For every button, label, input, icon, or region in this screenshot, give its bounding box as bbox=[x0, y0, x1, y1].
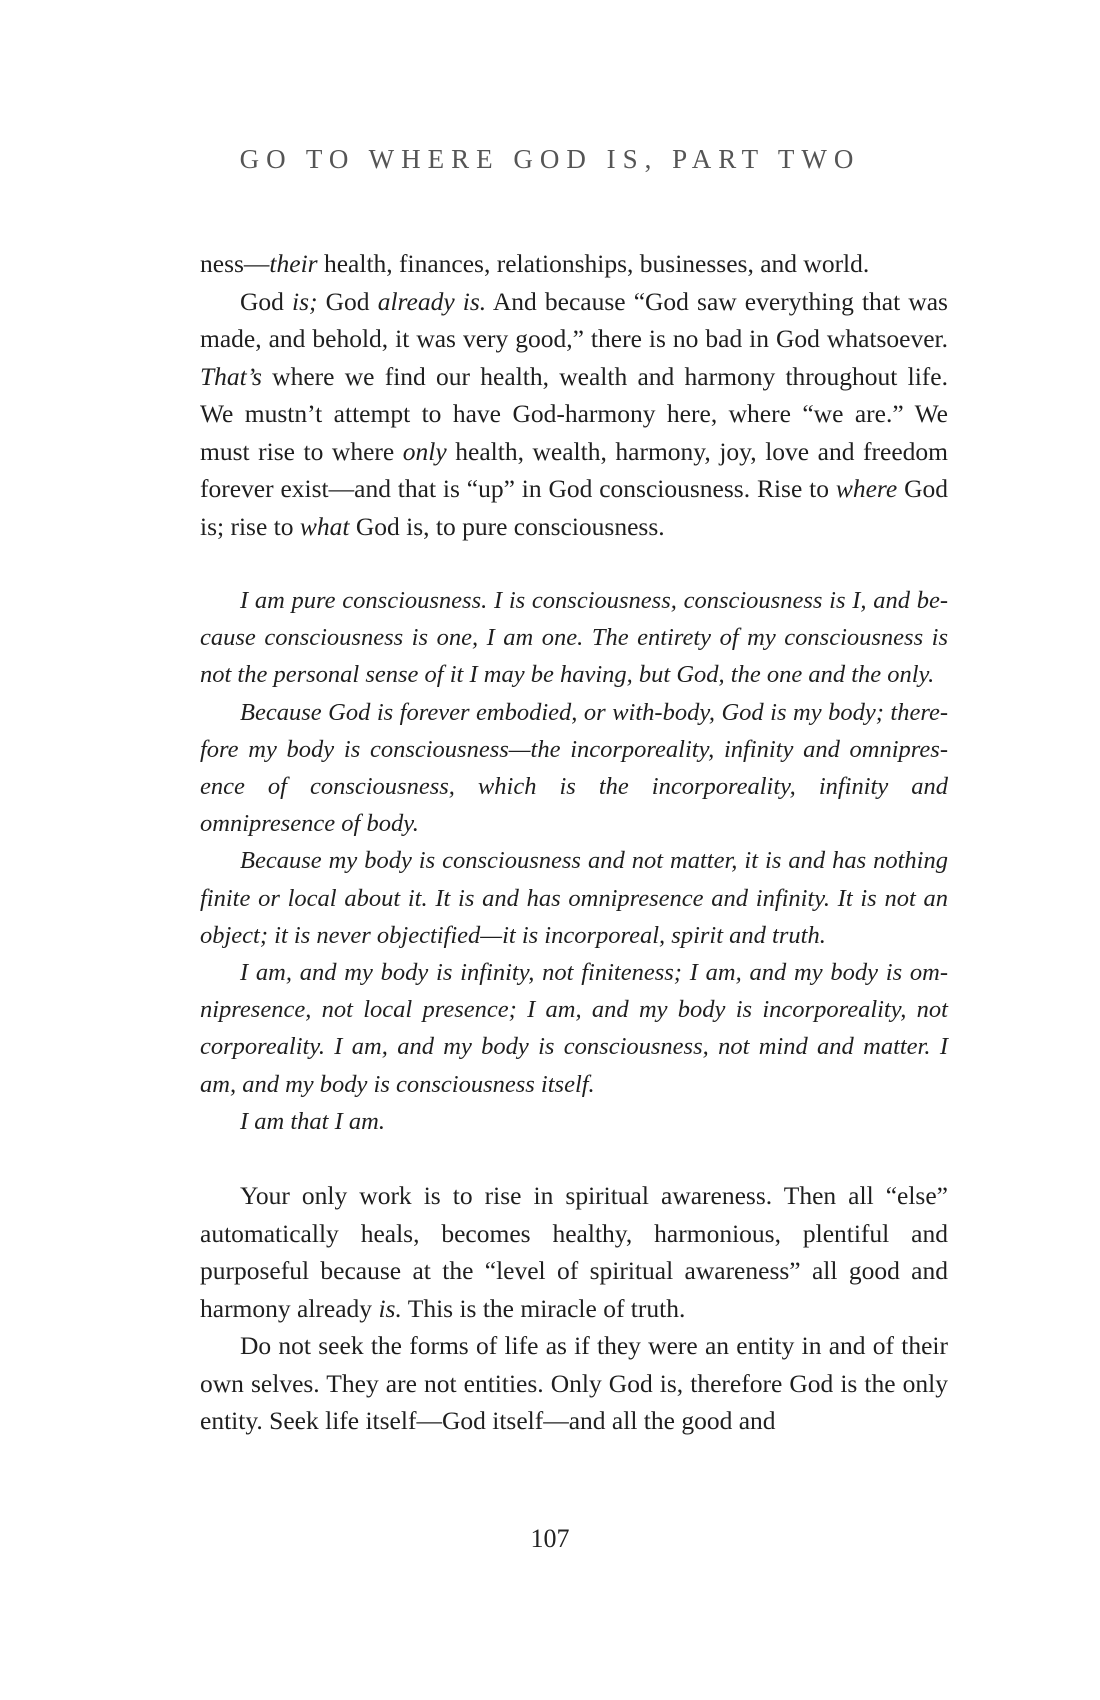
paragraph-1: ness—their health, finances, relationships, businesses, and world. bbox=[200, 249, 870, 278]
page-number: 107 bbox=[530, 1524, 570, 1553]
meditation-paragraph-2: Because God is forever embodied, or with-body, God is my body; therefore my body is consciousness—the incorporeality, infinity and omnipresence of consciousness, which is the incorporeality, infinity and omnipresence of body. bbox=[200, 698, 948, 838]
meditation-paragraph-1: I am pure consciousness. I is consciousness, consciousness is I, and because consciousness is one, I am one. The entirety of my consciousness is not the personal sense of it I may be having, but God, the one and the only. bbox=[200, 587, 948, 689]
body-text bbox=[200, 245, 948, 1440]
paragraph-4: Do not seek the forms of life as if they were an entity in and of their own selves. They are not entities. Only God is, therefore God is the only entity. Seek life itself—God itself—and all the good and bbox=[200, 1331, 948, 1436]
paragraph-3: Your only work is to rise in spiritual awareness. Then all “else” automatically heals, becomes healthy, harmonious, plentiful and purposeful because at the “level of spiritual awareness” all good and harmony already is. This is the miracle of truth. bbox=[200, 1181, 948, 1323]
meditation-paragraph-3: Because my body is consciousness and not matter, it is and has nothing finite or local about it. It is and has omnipresence and infinity. It is not an object; it is never objectified—it is incorporeal, spirit and truth. bbox=[200, 847, 948, 949]
meditation-paragraph-4: I am, and my body is infinity, not finiteness; I am, and my body is omnipresence, not local presence; I am, and my body is incorporeality, not corporeality. I am, and my body is consciousness, not mind and matter. I am, and my body is consciousness itself. bbox=[200, 959, 948, 1098]
paragraph-2: God is; God already is. And because “God saw everything that was made, and behold, it was very good,” there is no bad in God whatsoever. That’s where we find our health, wealth and harmony throughout life. We mustn’t attempt to have God-harmony here, where “we are.” We must rise to where only health, wealth, harmony, joy, love and freedom forever exist—and that is “up” in God consciousness. Rise to where God is; rise to what God is, to pure consciousness. bbox=[200, 286, 948, 541]
running-head: GO TO WHERE GOD IS, PART TWO bbox=[239, 144, 861, 174]
meditation-paragraph-5: I am that I am. bbox=[240, 1107, 385, 1135]
